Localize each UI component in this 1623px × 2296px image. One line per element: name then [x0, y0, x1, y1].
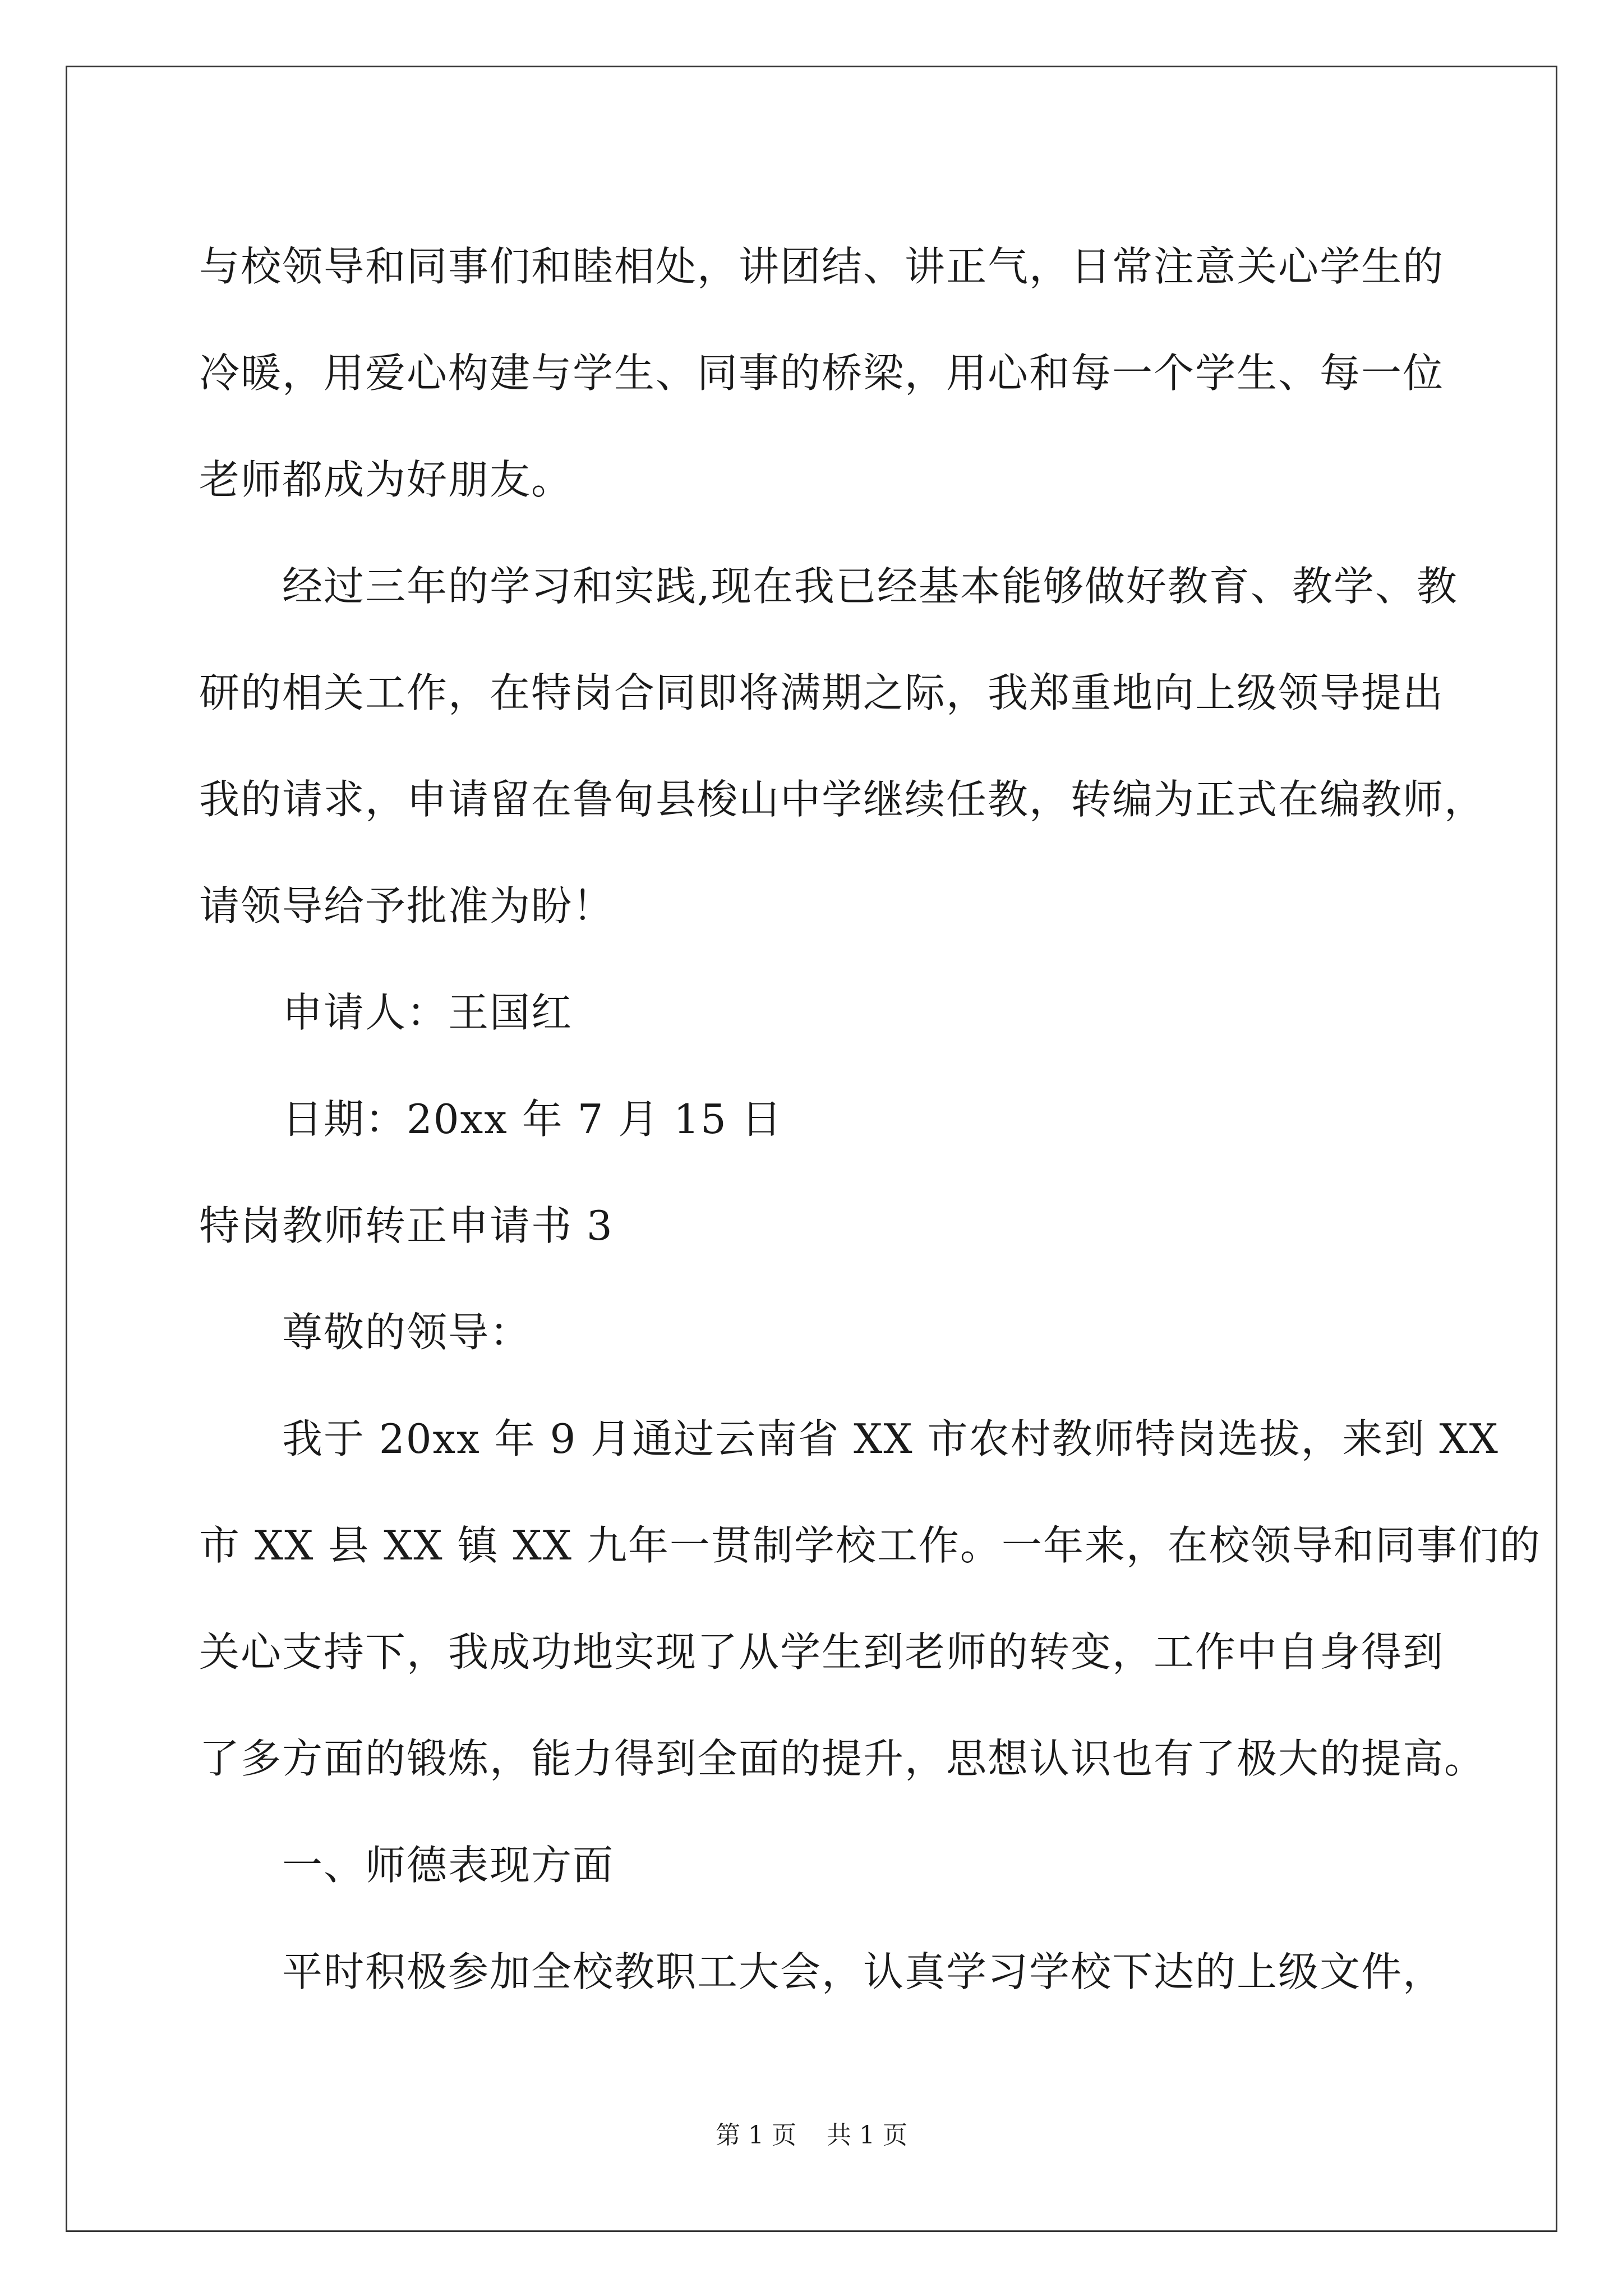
salutation: 尊敬的领导：: [282, 1309, 532, 1356]
text-line: 我的请求，申请留在鲁甸县梭山中学继续任教，转编为正式在编教师，: [199, 776, 1486, 823]
applicant-line: 申请人：王国红: [282, 989, 573, 1036]
text-line: 我于 20xx 年 9 月通过云南省 XX 市农村教师特岗选拔，来到 XX: [282, 1415, 1499, 1462]
text-line: 平时积极参加全校教职工大会，认真学习学校下达的上级文件，: [282, 1948, 1445, 1995]
text-line: 了多方面的锻炼，能力得到全面的提升，思想认识也有了极大的提高。: [199, 1735, 1486, 1782]
text-line: 冷暖，用爱心构建与学生、同事的桥梁，用心和每一个学生、每一位: [199, 349, 1445, 397]
text-line: 老师都成为好朋友。: [199, 456, 573, 503]
subheading: 一、师德表现方面: [282, 1842, 615, 1889]
text-line: 关心支持下，我成功地实现了从学生到老师的转变，工作中自身得到: [199, 1628, 1445, 1676]
document-body: [199, 213, 1541, 2025]
text-line: 市 XX 县 XX 镇 XX 九年一贯制学校工作。一年来，在校领导和同事们的: [199, 1522, 1541, 1569]
page-total: 共 1 页: [827, 2121, 907, 2150]
date-line: 日期：20xx 年 7 月 15 日: [282, 1096, 783, 1143]
text-line: 经过三年的学习和实践,现在我已经基本能够做好教育、教学、教: [282, 563, 1458, 610]
text-line: 研的相关工作，在特岗合同即将满期之际，我郑重地向上级领导提出: [199, 669, 1445, 716]
text-line: 请领导给予批准为盼！: [199, 882, 615, 930]
page-number: 第 1 页: [716, 2121, 796, 2150]
section-title: 特岗教师转正申请书 3: [199, 1202, 614, 1249]
text-line: 与校领导和同事们和睦相处，讲团结、讲正气，日常注意关心学生的: [199, 243, 1445, 290]
page-footer: [0, 2115, 1623, 2151]
